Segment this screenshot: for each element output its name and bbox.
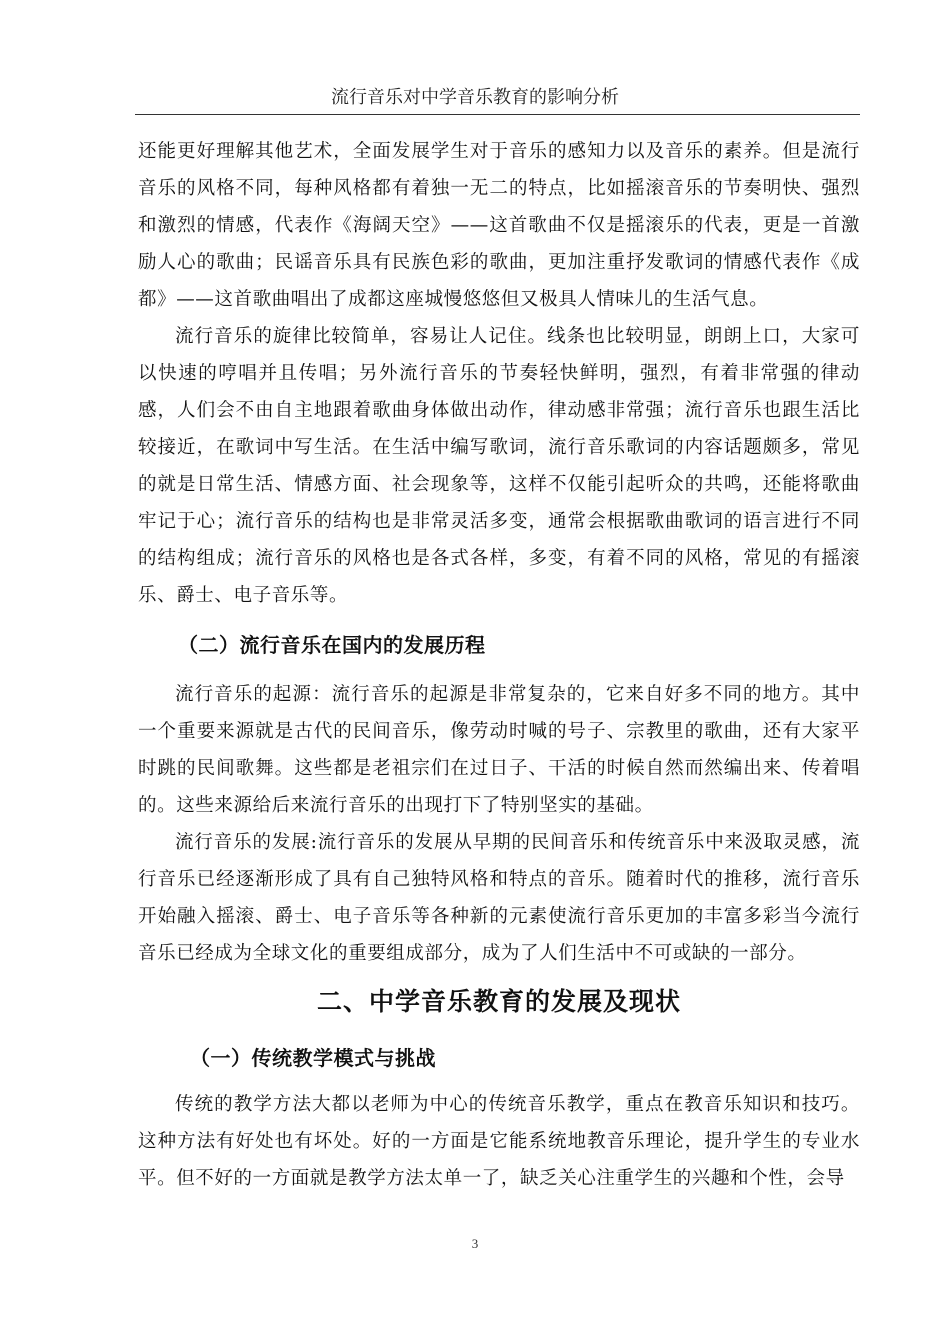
- chapter-heading: 二、中学音乐教育的发展及现状: [316, 987, 681, 1016]
- paragraph-1: 还能更好理解其他艺术，全面发展学生对于音乐的感知力以及音乐的素养。但是流行音乐的风格不同，每种风格都有着独一无二的特点，比如摇滚音乐的节奏明快、强烈和激烈的情感，代表作《海阔天空》——这首歌曲不仅是摇滚乐的代表，更是一首激励人心的歌曲；民谣音乐具有民族色彩的歌曲，更加注重抒发歌词的情感代表作《成都》——这首歌曲唱出了成都这座城慢悠悠但又极具人情味儿的生活气息。: [138, 141, 860, 310]
- document-body: [138, 133, 860, 1197]
- paragraph-2: 流行音乐的旋律比较简单，容易让人记住。线条也比较明显，朗朗上口，大家可以快速的哼唱并且传唱；另外流行音乐的节奏轻快鲜明，强烈，有着非常强的律动感，人们会不由自主地跟着歌曲身体做出动作，律动感非常强；流行音乐也跟生活比较接近，在歌词中写生活。在生活中编写歌词，流行音乐歌词的内容话题颇多，常见的就是日常生活、情感方面、社会现象等，这样不仅能引起听众的共鸣，还能将歌曲牢记于心；流行音乐的结构也是非常灵活多变，通常会根据歌曲歌词的语言进行不同的结构组成；流行音乐的风格也是各式各样，多变，有着不同的风格，常见的有摇滚乐、爵士、电子音乐等。: [138, 326, 860, 606]
- paragraph-3: 流行音乐的起源：流行音乐的起源是非常复杂的，它来自好多不同的地方。其中一个重要来源就是古代的民间音乐，像劳动时喊的号子、宗教里的歌曲，还有大家平时跳的民间歌舞。这些都是老祖宗们在过日子、干活的时候自然而然编出来、传着唱的。这些来源给后来流行音乐的出现打下了特别坚实的基础。: [138, 684, 860, 816]
- page-number: 3: [471, 1236, 479, 1251]
- header-rule: [135, 114, 860, 115]
- paragraph-5: 传统的教学方法大都以老师为中心的传统音乐教学，重点在教音乐知识和技巧。这种方法有好处也有坏处。好的一方面是它能系统地教音乐理论，提升学生的专业水平。但不好的一方面就是教学方法太单一了，缺乏关心注重学生的兴趣和个性，会导: [138, 1094, 860, 1189]
- section-heading-traditional-teaching: （一）传统教学模式与挑战: [190, 1046, 436, 1070]
- section-heading-development-history: （二）流行音乐在国内的发展历程: [178, 633, 486, 657]
- paragraph-4: 流行音乐的发展:流行音乐的发展从早期的民间音乐和传统音乐中来汲取灵感，流行音乐已经逐渐形成了具有自己独特风格和特点的音乐。随着时代的推移，流行音乐开始融入摇滚、爵士、电子音乐等各种新的元素使流行音乐更加的丰富多彩当今流行音乐已经成为全球文化的重要组成部分，成为了人们生活中不可或缺的一部分。: [138, 832, 860, 964]
- running-header: 流行音乐对中学音乐教育的影响分析: [331, 87, 619, 108]
